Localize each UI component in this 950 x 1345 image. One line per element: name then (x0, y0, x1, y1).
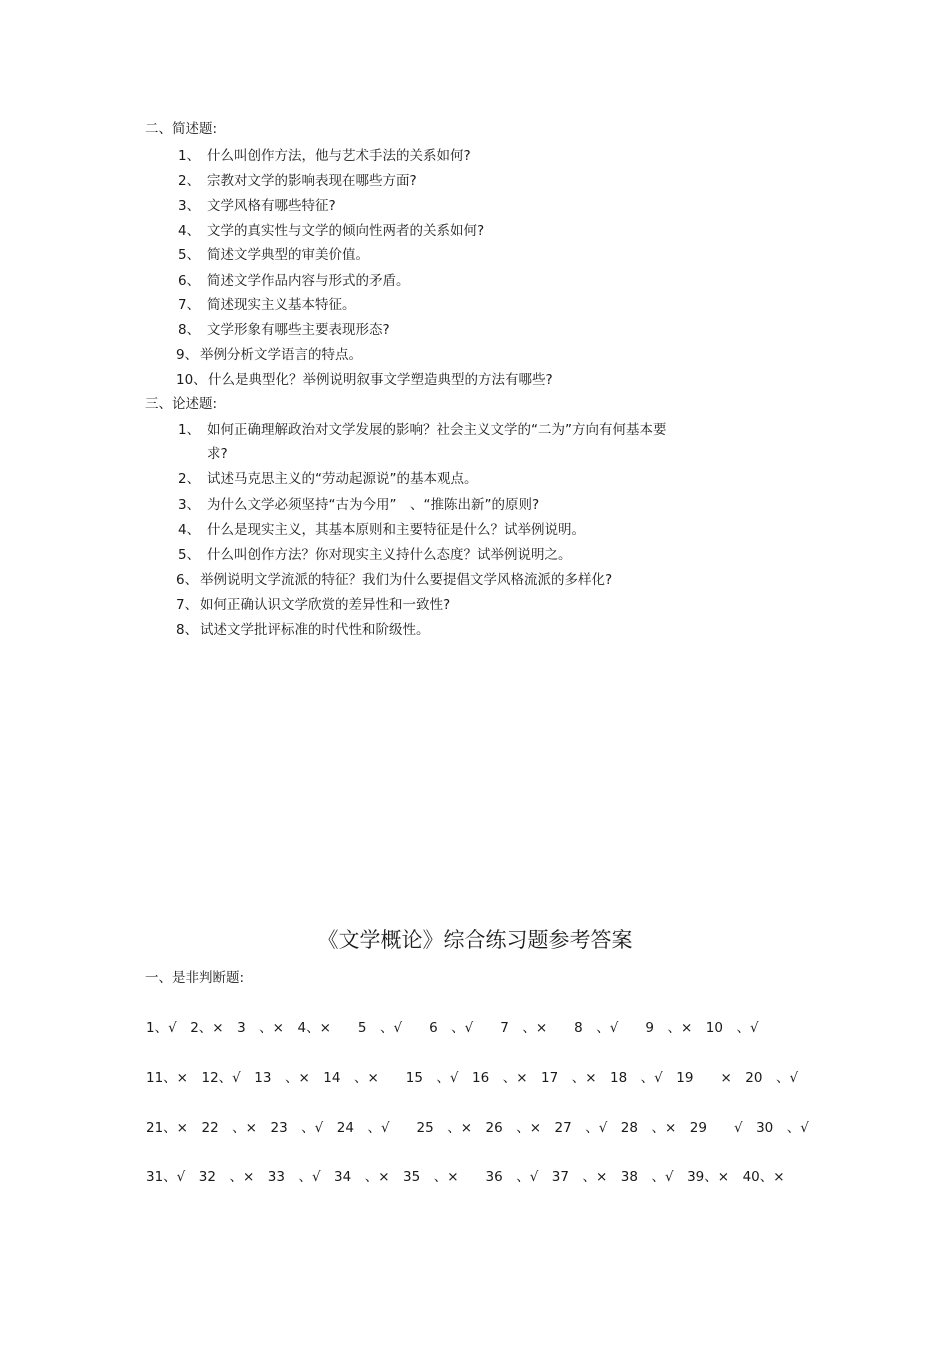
item-number: 4、 (178, 522, 201, 538)
item-number: 6、 (176, 572, 199, 588)
item-number: 6、 (178, 273, 201, 289)
item-text: 文学的真实性与文学的倾向性两者的关系如何? (207, 223, 485, 239)
item-text: 举例说明文学流派的特征？我们为什么要提倡文学风格流派的多样化? (200, 572, 613, 588)
item-number: 3、 (178, 198, 201, 214)
item-number: 4、 (178, 223, 201, 239)
section-heading-true-false: 一、是非判断题: (145, 970, 245, 986)
item-number: 10、 (176, 372, 207, 388)
item-text: 试述马克思主义的“劳动起源说”的基本观点。 (207, 471, 478, 487)
item-text: 简述文学典型的审美价值。 (207, 247, 369, 263)
item-number: 5、 (178, 547, 201, 563)
item-number: 1、 (178, 422, 201, 438)
item-text: 什么是现实主义，其基本原则和主要特征是什么？试举例说明。 (207, 522, 585, 538)
item-text: 简述文学作品内容与形式的矛盾。 (207, 273, 410, 289)
answer-row: 21、× 22 、× 23 、√ 24 、√ 25 、× 26 、× 27 、√ 28 、× 29 √ 30 、√ (146, 1120, 809, 1136)
item-text: 什么叫创作方法，他与艺术手法的关系如何? (207, 148, 471, 164)
section-heading-short-answer: 二、简述题: (145, 121, 218, 137)
section-heading-essay: 三、论述题: (145, 396, 218, 412)
item-number: 2、 (178, 173, 201, 189)
item-text: 为什么文学必须坚持“古为今用” 、“推陈出新”的原则? (207, 497, 540, 513)
item-text: 试述文学批评标准的时代性和阶级性。 (200, 622, 430, 638)
item-number: 3、 (178, 497, 201, 513)
item-text: 举例分析文学语言的特点。 (200, 347, 362, 363)
item-number: 8、 (176, 622, 199, 638)
item-text: 文学风格有哪些特征? (207, 198, 336, 214)
item-text: 宗教对文学的影响表现在哪些方面? (207, 173, 417, 189)
list-item-continuation: 求? (207, 446, 228, 462)
answer-row: 31、√ 32 、× 33 、√ 34 、× 35 、× 36 、√ 37 、× 38 、√ 39、× 40、× (146, 1169, 785, 1185)
item-number: 2、 (178, 471, 201, 487)
answer-key-title: 《文学概论》综合练习题参考答案 (317, 928, 633, 952)
answer-row: 1、√ 2、× 3 、× 4、× 5 、√ 6 、√ 7 、× 8 、√ 9 、× 10 、√ (146, 1020, 759, 1036)
item-text: 如何正确认识文学欣赏的差异性和一致性? (200, 597, 451, 613)
item-text: 什么是典型化？举例说明叙事文学塑造典型的方法有哪些? (208, 372, 553, 388)
item-number: 1、 (178, 148, 201, 164)
item-number: 7、 (176, 597, 199, 613)
item-number: 5、 (178, 247, 201, 263)
item-number: 8、 (178, 322, 201, 338)
answer-row: 11、× 12、√ 13 、× 14 、× 15 、√ 16 、× 17 、× 18 、√ 19 × 20 、√ (146, 1070, 799, 1086)
item-number: 9、 (176, 347, 199, 363)
item-text: 如何正确理解政治对文学发展的影响？社会主义文学的“二为”方向有何基本要 (207, 422, 667, 438)
item-text: 文学形象有哪些主要表现形态? (207, 322, 390, 338)
item-text: 简述现实主义基本特征。 (207, 297, 356, 313)
item-text: 什么叫创作方法？你对现实主义持什么态度？试举例说明之。 (207, 547, 572, 563)
item-number: 7、 (178, 297, 201, 313)
